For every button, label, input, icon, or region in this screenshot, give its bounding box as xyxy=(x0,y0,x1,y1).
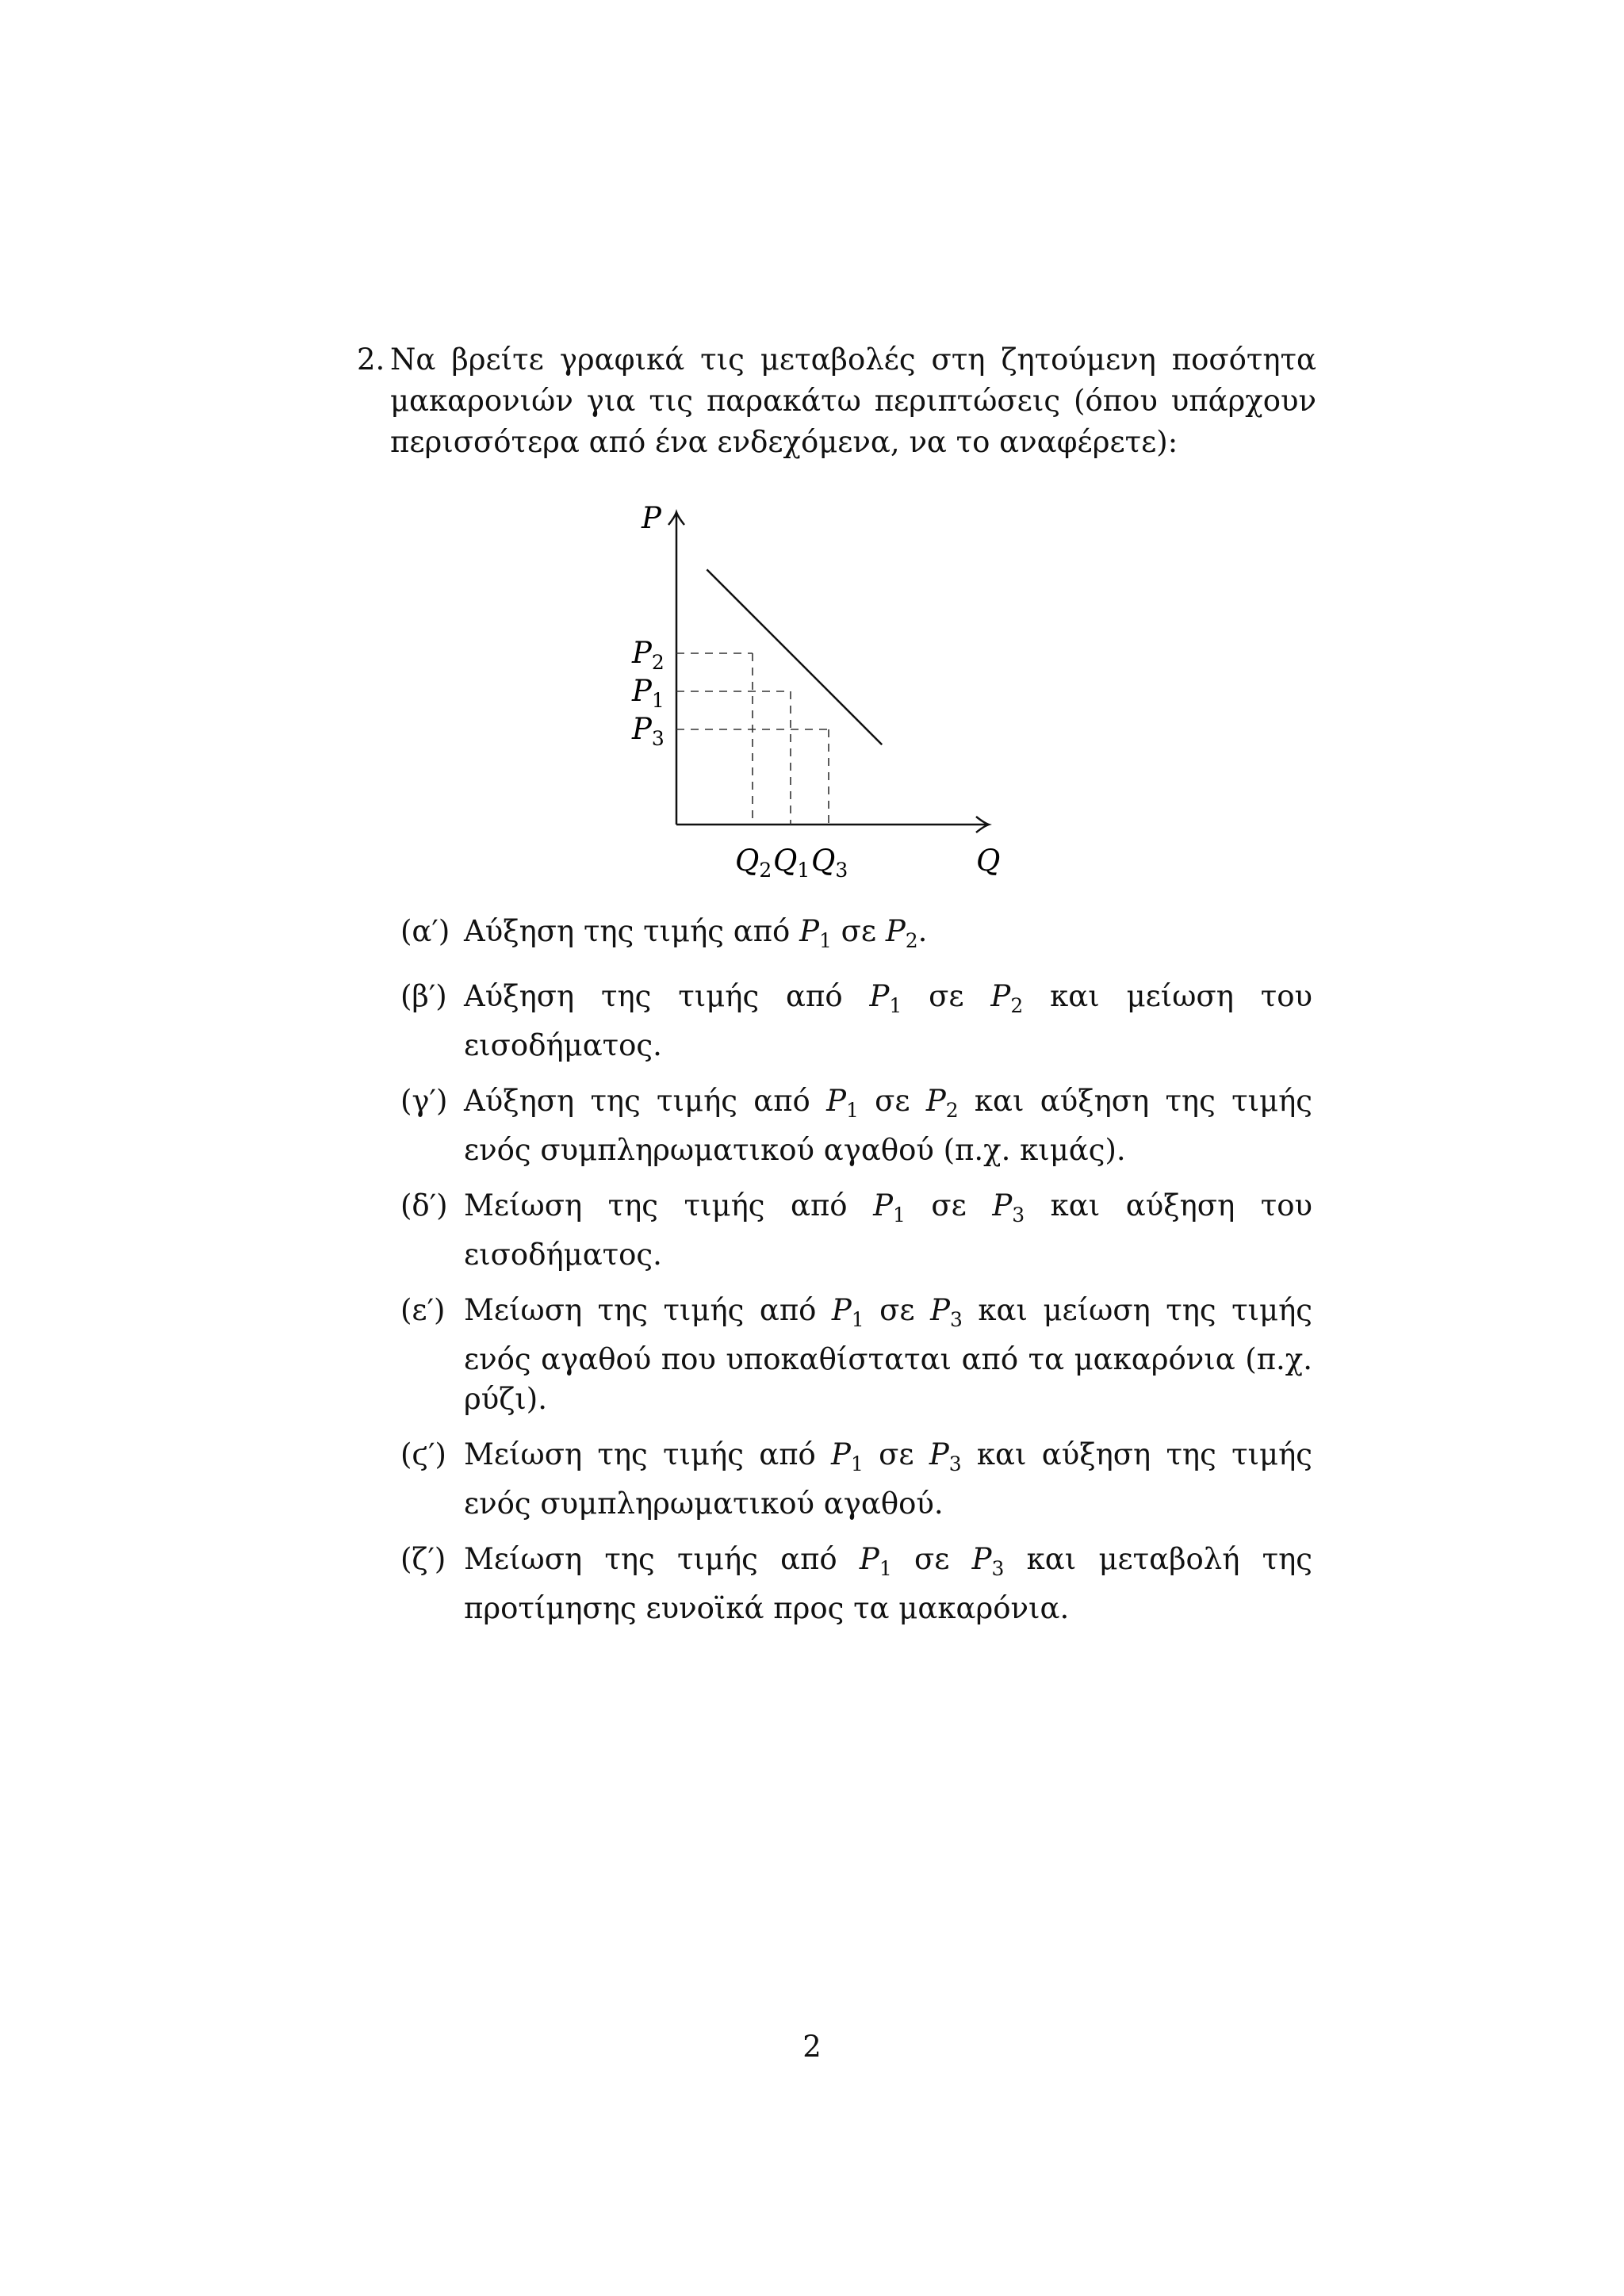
y-axis-arrowhead xyxy=(668,512,684,525)
y-axis-label: P xyxy=(642,501,661,535)
question-item xyxy=(400,977,1312,1066)
question-item xyxy=(400,1540,1312,1628)
quantity-label-1: $Q_1$ xyxy=(773,844,810,882)
question-item-text: Αύξηση της τιμής από $P_1$ σε $P_2$ και μείωση του εισοδήματος. xyxy=(464,979,1312,1062)
question-item xyxy=(400,1081,1312,1170)
problem-statement xyxy=(357,339,1316,463)
question-item-text: Μείωση της τιμής από $P_1$ σε $P_3$ και αύξηση της τιμής ενός συμπληρωματικού αγαθού. xyxy=(464,1437,1312,1521)
question-item-label: (δ′) xyxy=(400,1188,448,1223)
question-item xyxy=(400,912,1312,961)
question-item-label: (ζ′) xyxy=(400,1542,446,1576)
question-item-label: (ε′) xyxy=(400,1293,446,1327)
problem-text: Να βρείτε γραφικά τις μεταβολές στη ζητούμενη ποσότητα μακαρονιών για τις παρακάτω περιπτώσεις (όπου υπάρχουν περισσότερα από ένα ενδεχόμενα, να το αναφέρετε): xyxy=(390,342,1316,459)
question-item-label: (ϛ′) xyxy=(400,1437,446,1471)
price-label-3: $P_3$ xyxy=(632,712,665,750)
question-list xyxy=(400,912,1312,1644)
page-number: 2 xyxy=(802,2030,822,2064)
question-item-label: (γ′) xyxy=(400,1084,448,1118)
question-item-label: (β′) xyxy=(400,979,447,1013)
question-item-text: Μείωση της τιμής από $P_1$ σε $P_3$ και μείωση της τιμής ενός αγαθού που υποκαθίσταται από τα μακαρόνια (π.χ. ρύζι). xyxy=(464,1293,1312,1416)
quantity-label-3: $Q_3$ xyxy=(811,844,848,882)
quantity-label-2: $Q_2$ xyxy=(735,844,772,882)
question-item-text: Αύξηση της τιμής από $P_1$ σε $P_2$ και αύξηση της τιμής ενός συμπληρωματικού αγαθού (π.χ. κιμάς). xyxy=(464,1084,1312,1167)
question-item-text: Αύξηση της τιμής από $P_1$ σε $P_2$. xyxy=(464,914,928,952)
question-item xyxy=(400,1435,1312,1524)
x-axis-label: Q xyxy=(976,844,1001,878)
demand-line xyxy=(707,569,882,744)
price-label-1: $P_1$ xyxy=(632,674,665,712)
question-item xyxy=(400,1291,1312,1419)
problem-number: 2. xyxy=(357,342,385,377)
price-label-2: $P_2$ xyxy=(632,636,665,674)
question-item-label: (α′) xyxy=(400,914,450,948)
question-item-text: Μείωση της τιμής από $P_1$ σε $P_3$ και αύξηση του εισοδήματος. xyxy=(464,1188,1312,1272)
question-item-text: Μείωση της τιμής από $P_1$ σε $P_3$ και μεταβολή της προτίμησης ευνοϊκά προς τα μακαρόνια. xyxy=(464,1542,1313,1625)
question-item xyxy=(400,1186,1312,1275)
x-axis-arrowhead xyxy=(976,817,989,832)
